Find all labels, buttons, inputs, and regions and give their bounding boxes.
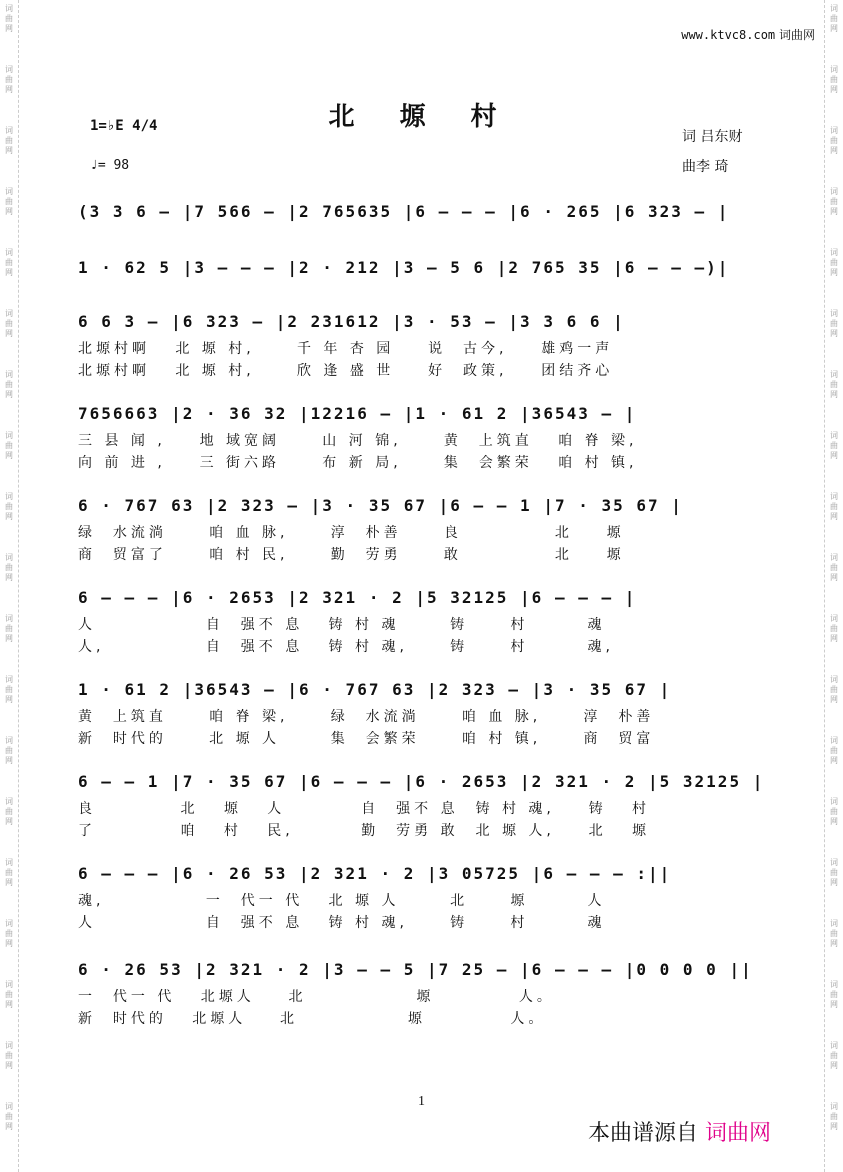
side-watermark-text: 词曲网 — [5, 797, 13, 826]
side-watermark-text: 词曲网 — [5, 309, 13, 338]
side-watermark-text: 词曲网 — [830, 1041, 838, 1070]
lyric-line: 一 代一 代 北塬人 北 塬 人。 — [78, 989, 555, 1005]
source-footer — [588, 1116, 771, 1147]
source-brand[interactable]: 词曲网 — [705, 1121, 772, 1146]
side-watermark-text: 词曲网 — [830, 187, 838, 216]
score-line — [78, 770, 768, 842]
lyric-line: 绿 水流淌 咱 血 脉, 淳 朴善 良 北 塬 — [78, 525, 625, 541]
side-watermark-text: 词曲网 — [830, 4, 838, 33]
side-watermark-text: 词曲网 — [5, 614, 13, 643]
side-watermark-text: 词曲网 — [830, 919, 838, 948]
side-watermark-text: 词曲网 — [5, 858, 13, 887]
side-watermark-text: 词曲网 — [830, 431, 838, 460]
side-watermark-text: 词曲网 — [830, 309, 838, 338]
lyric-line: 向 前 进 , 三 街六路 布 新 局, 集 会繁荣 咱 村 镇, — [78, 455, 638, 471]
notation-line: 6 – – – |6 · 26 53 |2 321 · 2 |3 05725 |6 – – – :|| — [78, 864, 672, 883]
side-watermark-text: 词曲网 — [830, 858, 838, 887]
side-watermark-text: 词曲网 — [830, 126, 838, 155]
score-line — [78, 256, 768, 280]
side-watermark-text: 词曲网 — [5, 370, 13, 399]
side-watermark-text: 词曲网 — [830, 736, 838, 765]
lyric-line: 黄 上筑直 咱 脊 梁, 绿 水流淌 咱 血 脉, 淳 朴善 — [78, 709, 655, 725]
composer-credit: 曲李 琦 — [682, 159, 729, 175]
side-watermark-text: 词曲网 — [830, 492, 838, 521]
lyric-line: 魂, 一 代一 代 北 塬 人 北 塬 人 — [78, 893, 606, 909]
side-watermark-text: 词曲网 — [5, 4, 13, 33]
site-url[interactable]: www.ktvc8.com — [681, 28, 776, 42]
side-watermark-text: 词曲网 — [5, 553, 13, 582]
side-watermark-text: 词曲网 — [5, 187, 13, 216]
lyric-line: 北塬村啊 北 塬 村, 欣 逢 盛 世 好 政策, 团结齐心 — [78, 363, 614, 379]
lyric-line: 新 时代的 北 塬 人 集 会繁荣 咱 村 镇, 商 贸富 — [78, 731, 655, 747]
notation-line: 1 · 62 5 |3 – – – |2 · 212 |3 – 5 6 |2 765 35 |6 – – –)| — [78, 258, 730, 277]
notation-line: 1 · 61 2 |36543 – |6 · 767 63 |2 323 – |3 · 35 67 | — [78, 680, 672, 699]
lyric-line: 商 贸富了 咱 村 民, 勤 劳勇 敢 北 塬 — [78, 547, 625, 563]
left-watermark-strip — [0, 0, 19, 1172]
page-number: 1 — [418, 1094, 425, 1109]
lyric-line: 人, 自 强不 息 铸 村 魂, 铸 村 魂, — [78, 639, 615, 655]
side-watermark-text: 词曲网 — [5, 675, 13, 704]
side-watermark-text: 词曲网 — [5, 980, 13, 1009]
lyric-line: 新 时代的 北塬人 北 塬 人。 — [78, 1011, 547, 1027]
side-watermark-text: 词曲网 — [830, 614, 838, 643]
notation-line: 6 · 26 53 |2 321 · 2 |3 – – 5 |7 25 – |6 – – – |0 0 0 0 || — [78, 960, 753, 979]
side-watermark-text: 词曲网 — [5, 919, 13, 948]
side-watermark-text: 词曲网 — [5, 492, 13, 521]
side-watermark-text: 词曲网 — [5, 1041, 13, 1070]
site-header — [681, 26, 815, 43]
notation-line: 6 – – 1 |7 · 35 67 |6 – – – |6 · 2653 |2 321 · 2 |5 32125 | — [78, 772, 765, 791]
score-line — [78, 678, 768, 750]
notation-line: (3 3 6 – |7 566 – |2 765635 |6 – – – |6 · 265 |6 323 – | — [78, 202, 730, 221]
side-watermark-text: 词曲网 — [830, 1102, 838, 1131]
side-watermark-text: 词曲网 — [5, 248, 13, 277]
notation-line: 7656663 |2 · 36 32 |12216 – |1 · 61 2 |36543 – | — [78, 404, 637, 423]
lyric-line: 良 北 塬 人 自 强不 息 铸 村 魂, 铸 村 — [78, 801, 651, 817]
site-name: 词曲网 — [778, 28, 815, 42]
score-line — [78, 862, 768, 934]
side-watermark-text: 词曲网 — [830, 248, 838, 277]
side-watermark-text: 词曲网 — [5, 65, 13, 94]
song-title: 北 塬 村 — [328, 102, 515, 132]
lyric-line: 三 县 闻 , 地 域宽阔 山 河 锦, 黄 上筑直 咱 脊 梁, — [78, 433, 638, 449]
side-watermark-text: 词曲网 — [5, 126, 13, 155]
notation-line: 6 – – – |6 · 2653 |2 321 · 2 |5 32125 |6 – – – | — [78, 588, 637, 607]
lyric-line: 了 咱 村 民, 勤 劳勇 敢 北 塬 人, 北 塬 — [78, 823, 651, 839]
right-watermark-strip — [824, 0, 843, 1172]
score-line — [78, 310, 768, 382]
side-watermark-text: 词曲网 — [830, 980, 838, 1009]
key-signature: 1=♭E 4/4 — [90, 118, 158, 134]
score-line — [78, 586, 768, 658]
side-watermark-text: 词曲网 — [830, 797, 838, 826]
source-prefix: 本曲谱源自 — [588, 1121, 699, 1146]
score-line — [78, 402, 768, 474]
side-watermark-text: 词曲网 — [830, 675, 838, 704]
side-watermark-text: 词曲网 — [5, 1102, 13, 1131]
lyric-line: 人 自 强不 息 铸 村 魂, 铸 村 魂 — [78, 915, 606, 931]
side-watermark-text: 词曲网 — [830, 65, 838, 94]
lyric-line: 北塬村啊 北 塬 村, 千 年 杏 园 说 古今, 雄鸡一声 — [78, 341, 614, 357]
score-line — [78, 958, 768, 1030]
lyric-line: 人 自 强不 息 铸 村 魂 铸 村 魂 — [78, 617, 606, 633]
side-watermark-text: 词曲网 — [830, 553, 838, 582]
score-line — [78, 200, 768, 224]
notation-line: 6 6 3 – |6 323 – |2 231612 |3 · 53 – |3 3 6 6 | — [78, 312, 625, 331]
side-watermark-text: 词曲网 — [5, 431, 13, 460]
lyricist-credit: 词 吕东财 — [682, 129, 743, 145]
notation-line: 6 · 767 63 |2 323 – |3 · 35 67 |6 – – 1 |7 · 35 67 | — [78, 496, 683, 515]
side-watermark-text: 词曲网 — [830, 370, 838, 399]
tempo-marking: ♩= 98 — [90, 158, 130, 173]
score-line — [78, 494, 768, 566]
side-watermark-text: 词曲网 — [5, 736, 13, 765]
